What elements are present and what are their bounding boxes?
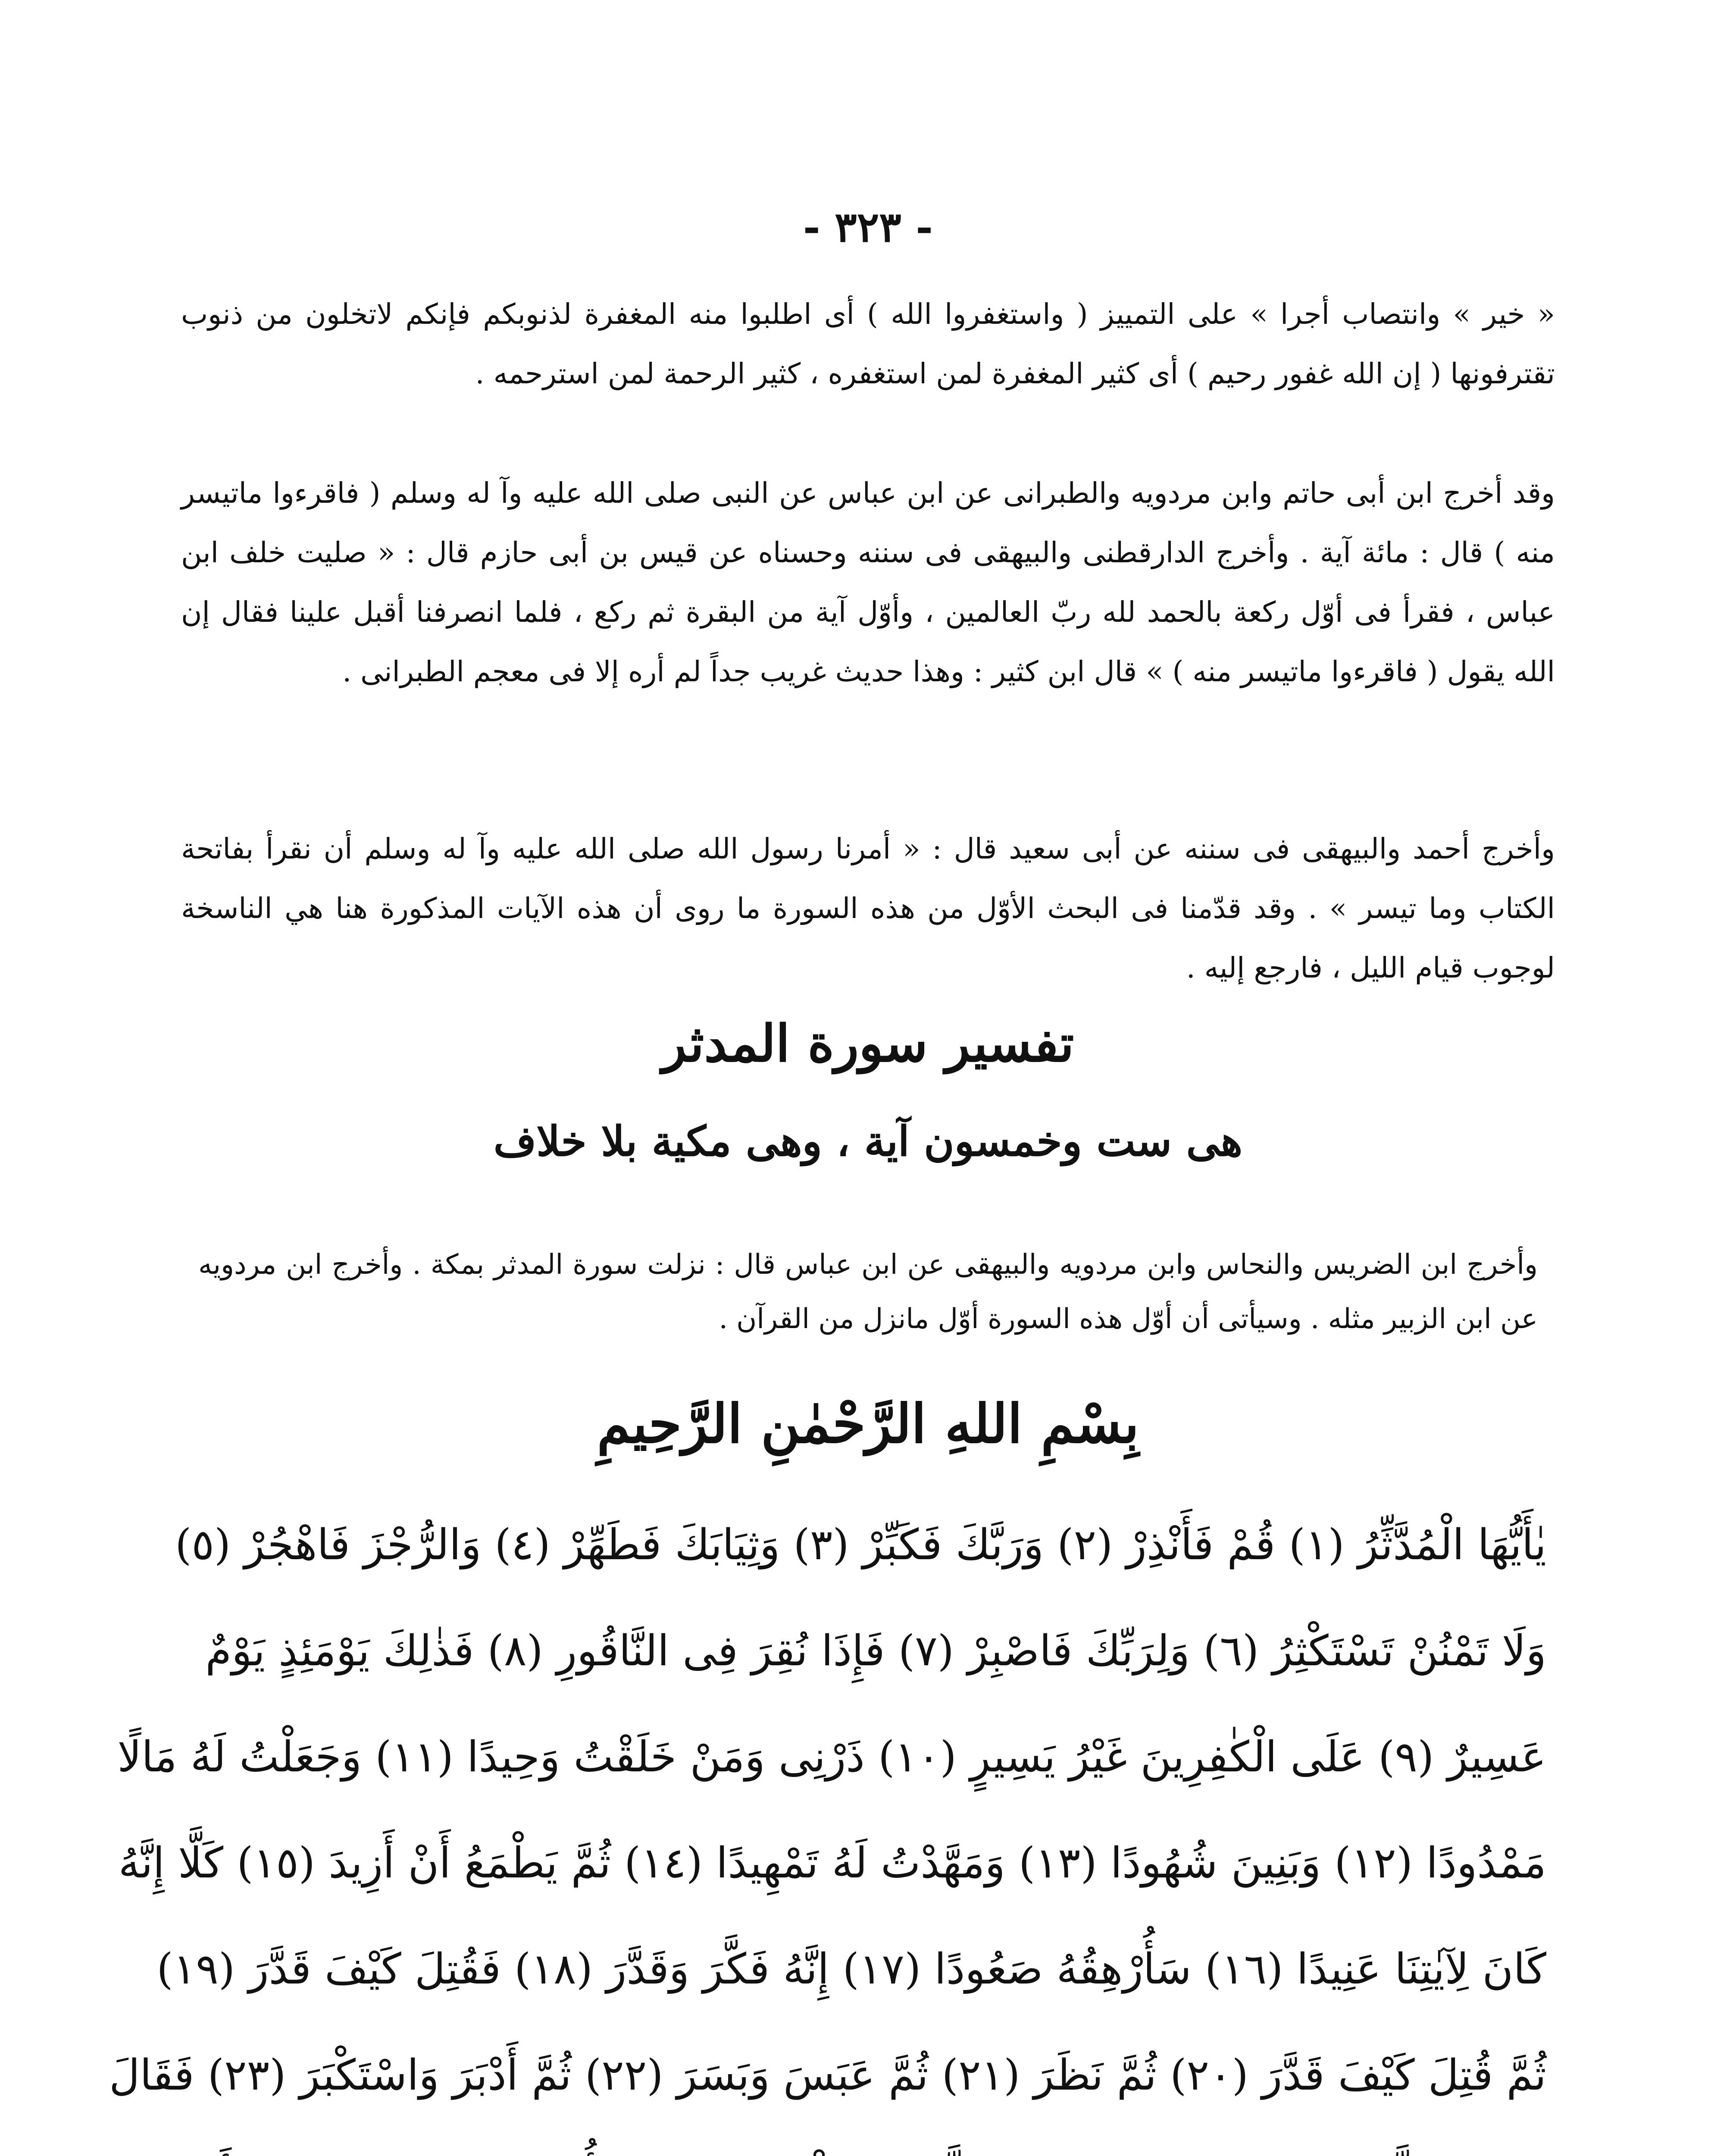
page-number: - ٣٢٣ - (803, 203, 933, 251)
verse-line: ثُمَّ قُتِلَ كَيْفَ قَدَّرَ (٢٠) ثُمَّ نَظَرَ (٢١) ثُمَّ عَبَسَ وَبَسَرَ (٢٢) ثُمَّ أَدْبَرَ وَاسْتَكْبَرَ (٢٣) فَقَالَ (109, 2051, 1546, 2100)
verse-line: يٰأَيُّهَا الْمُدَّثِّرُ (١) قُمْ فَأَنْذِرْ (٢) وَرَبَّكَ فَكَبِّرْ (٣) وَثِيَابَكَ فَطَهِّرْ (٤) وَالرُّجْزَ فَاهْجُرْ (٥) (175, 1520, 1546, 1570)
verse-line: عَسِيرٌ (٩) عَلَى الْكٰفِرِينَ غَيْرُ يَسِيرٍ (١٠) ذَرْنِى وَمَنْ خَلَقْتُ وَحِيدًا (١١) وَجَعَلْتُ لَهُ مَالًا (117, 1733, 1546, 1782)
verse-line: مَمْدُودًا (١٢) وَبَنِينَ شُهُودًا (١٣) وَمَهَّدْتُ لَهُ تَمْهِيدًا (١٤) ثُمَّ يَطْمَعُ أَنْ أَزِيدَ (١٥) كَلَّا إِنَّهُ (118, 1839, 1546, 1888)
commentary-paragraph-2: وقد أخرج ابن أبى حاتم وابن مردويه والطبرانى عن ابن عباس عن النبى صلى الله عليه وآ له وسلم ( فاقرءوا ماتيسر منه ) قال : مائة آية . وأخرج الدارقطنى والبيهقى فى سننه وحسناه عن قيس بن أبى حازم قال : « صليت خلف ابن عباس ، فقرأ فى أوّل ركعة بالحمد لله ربّ العالمين ، وأوّل آية من البقرة ثم ركع ، فلما انصرفنا أقبل علينا فقال إن الله يقول ( فاقرءوا ماتيسر منه ) » قال ابن كثير : وهذا حديث غريب جداً لم أره إلا فى معجم الطبرانى . (181, 476, 1555, 688)
verse-line: وَلَا تَمْنُنْ تَسْتَكْثِرُ (٦) وَلِرَبِّكَ فَاصْبِرْ (٧) فَإِذَا نُقِرَ فِى النَّاقُورِ (٨) فَذٰلِكَ يَوْمَئِذٍ يَوْمٌ (205, 1626, 1546, 1676)
basmala: بِسْمِ اللهِ الرَّحْمٰنِ الرَّحِيمِ (597, 1393, 1139, 1455)
surah-intro: وأخرج ابن الضريس والنحاس وابن مردويه والبيهقى عن ابن عباس قال : نزلت سورة المدثر بمكة . وأخرج ابن مردويه عن ابن الزبير مثله . وسيأتى أن أوّل هذه السورة أوّل مانزل من القرآن . (198, 1249, 1538, 1335)
verse-line (190, 2128, 1546, 2156)
commentary-paragraph-1: « خير » وانتصاب أجرا » على التمييز ( واستغفروا الله ) أى اطلبوا منه المغفرة لذنوبكم فإنكم لاتخلون من ذنوب تقترفونها ( إن الله غفور رحيم ) أى كثير المغفرة لمن استغفره ، كثير الرحمة لمن استرحمه . (181, 298, 1555, 390)
commentary-paragraph-3: وأخرج أحمد والبيهقى فى سننه عن أبى سعيد قال : « أمرنا رسول الله صلى الله عليه وآ له وسلم أن نقرأ بفاتحة الكتاب وما تيسر » . وقد قدّمنا فى البحث الأوّل من هذه السورة ما روى أن هذه الآيات المذكورة هنا هي الناسخة لوجوب قيام الليل ، فارجع إليه . (181, 832, 1555, 984)
verse-line: كَانَ لِآيٰتِنَا عَنِيدًا (١٦) سَأُرْهِقُهُ صَعُودًا (١٧) إِنَّهُ فَكَّرَ وَقَدَّرَ (١٨) فَقُتِلَ كَيْفَ قَدَّرَ (١٩) (156, 1945, 1546, 1994)
surah-subtitle: هى ست وخمسون آية ، وهى مكية بلا خلاف (493, 1117, 1243, 1166)
quran-verses (109, 1492, 1546, 2156)
surah-title: تفسير سورة المدثر (662, 1013, 1074, 1073)
